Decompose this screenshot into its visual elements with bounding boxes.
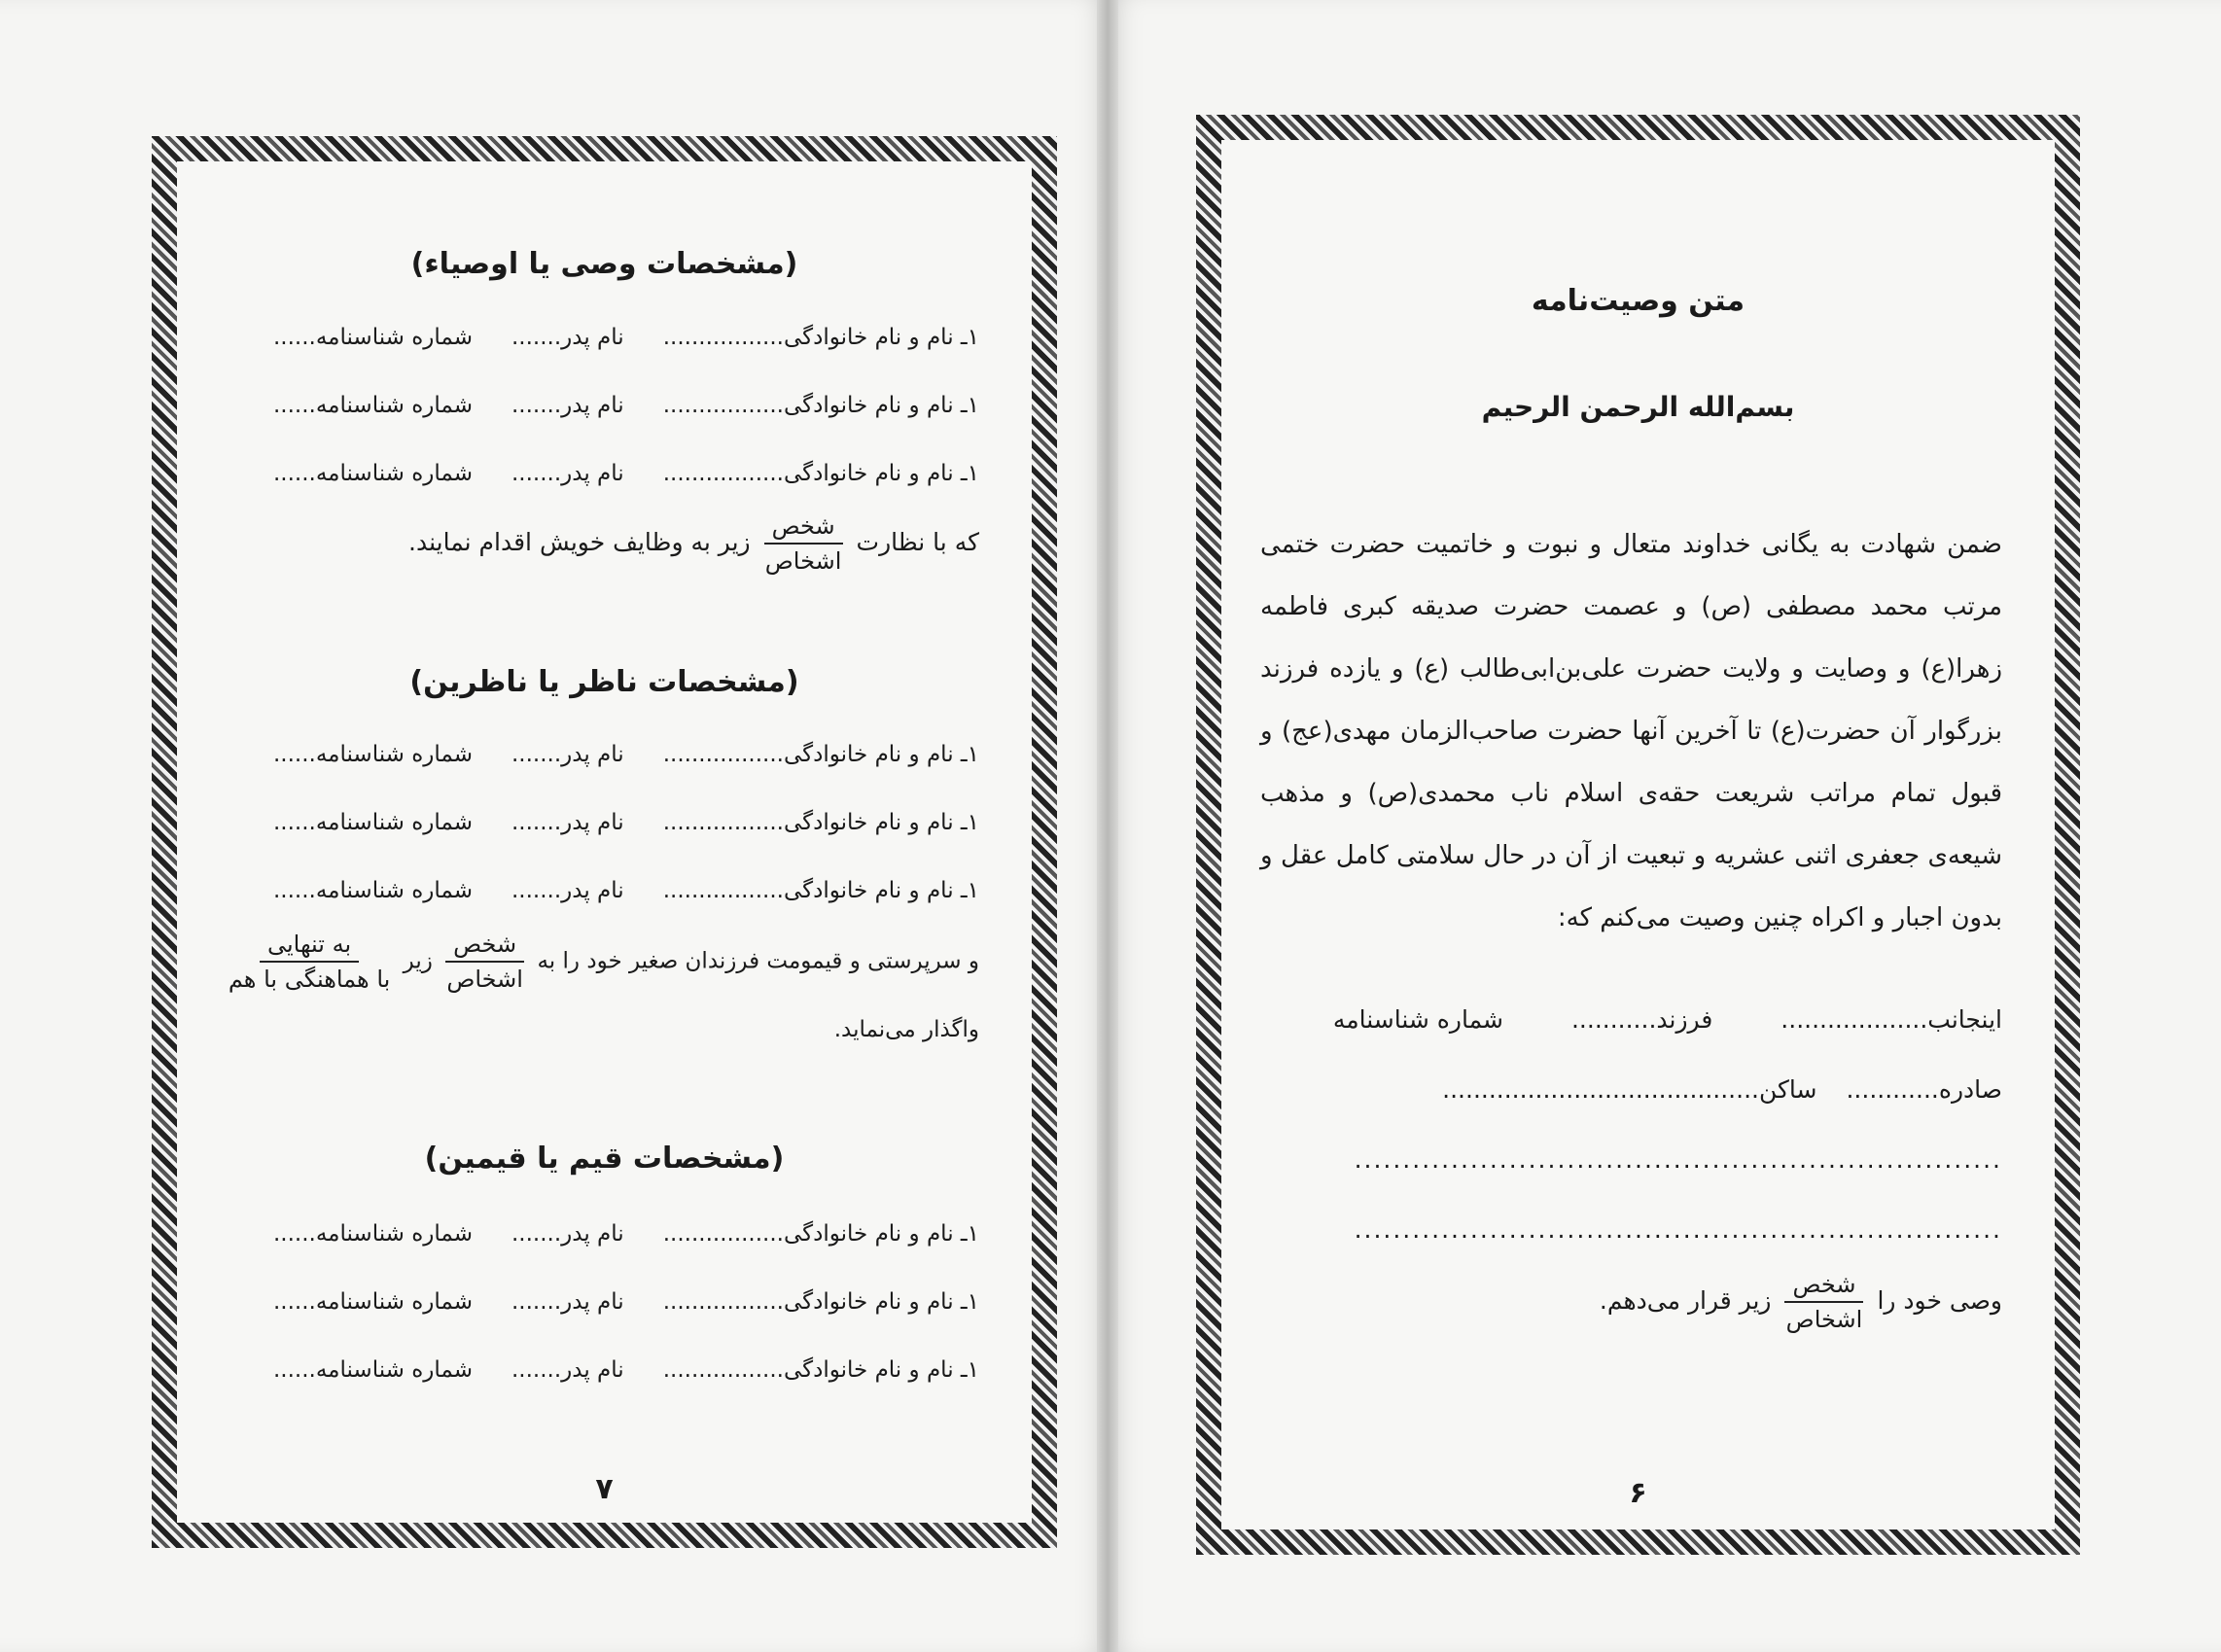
executor-sentence: [1260, 1268, 2002, 1336]
guardianship-sentence: [216, 928, 979, 996]
id-field: شماره شناسنامه......: [272, 1221, 473, 1247]
name-field: ۱ـ نام و نام خانوادگی.................: [662, 1289, 979, 1315]
id-field: شماره شناسنامه......: [272, 461, 473, 486]
father-field: نام پدر.......: [511, 393, 624, 418]
executor-after: زیر قرار می‌دهم.: [1599, 1286, 1772, 1315]
father-field: نام پدر.......: [511, 810, 624, 835]
guardianship-fraction-2: [229, 928, 391, 996]
book-gutter: [1097, 0, 1118, 1652]
fraction-top: شخص: [1784, 1268, 1863, 1303]
guardianship-end: [216, 1017, 979, 1042]
page-number: ۶: [1629, 1476, 1647, 1510]
guardianship-before: و سرپرستی و قیمومت فرزندان صغیر خود را به: [537, 948, 979, 974]
guardian-row: [216, 1221, 979, 1247]
fraction-bottom: اشخاص: [1785, 1306, 1863, 1333]
fraction-top: شخص: [445, 928, 524, 963]
name-field: ۱ـ نام و نام خانوادگی.................: [662, 325, 979, 350]
id-field: شماره شناسنامه......: [272, 1357, 473, 1383]
guardianship-mid: زیر: [403, 948, 433, 974]
dotted-line: ...................................................................: [1354, 1215, 2002, 1244]
id-field: شماره شناسنامه......: [272, 742, 473, 767]
child-of-field: فرزند...........: [1570, 1005, 1713, 1034]
name-field: ۱ـ نام و نام خانوادگی.................: [662, 810, 979, 835]
name-field: ۱ـ نام و نام خانوادگی.................: [662, 461, 979, 486]
will-title: متن وصیت‌نامه: [1531, 284, 1745, 318]
father-field: نام پدر.......: [511, 325, 624, 350]
father-field: نام پدر.......: [511, 461, 624, 486]
guardianship-after: واگذار می‌نماید.: [833, 1017, 979, 1042]
father-field: نام پدر.......: [511, 742, 624, 767]
fraction-bottom: اشخاص: [446, 966, 523, 993]
fraction-bottom: با هماهنگی با هم: [228, 966, 391, 993]
issued-line: [1260, 1075, 2002, 1104]
name-field: ۱ـ نام و نام خانوادگی.................: [662, 1221, 979, 1247]
name-field: ۱ـ نام و نام خانوادگی.................: [662, 878, 979, 903]
supervision-fraction: [764, 510, 843, 578]
fraction-top: به تنهایی: [260, 928, 359, 963]
executor-before: وصی خود را: [1877, 1286, 2002, 1315]
supervision-sentence: [216, 510, 979, 578]
name-field: ۱ـ نام و نام خانوادگی.................: [662, 742, 979, 767]
executors-heading: (مشخصات وصی یا اوصیاء): [410, 247, 798, 281]
id-number-label: شماره شناسنامه: [1332, 1005, 1503, 1034]
guardianship-fraction: [445, 928, 524, 996]
guardians-heading: (مشخصات قیم یا قیمین): [424, 1142, 785, 1176]
id-field: شماره شناسنامه......: [272, 325, 473, 350]
supervisors-heading: (مشخصات ناظر یا ناظرین): [409, 665, 799, 699]
dotted-line: ...................................................................: [1354, 1145, 2002, 1174]
id-field: شماره شناسنامه......: [272, 1289, 473, 1315]
will-body: ضمن شهادت به یگانی خداوند متعال و نبوت و خاتمیت حضرت ختمی مرتب محمد مصطفی (ص) و عصمت حضرت صدیقه کبری فاطمه زهرا(ع) و وصایت و ولایت حضرت علی‌بن‌ابی‌طالب (ع) و یازده فرزند بزرگوار آن حضرت(ع) تا آخرین آنها حضرت صاحب‌الزمان مهدی(عج) و قبول تمام مراتب شریعت حقه‌ی اسلام ناب محمدی(ص) و مذهب شیعه‌ی جعفری اثنی عشریه و تبعیت از آن در حال سلامتی کامل عقل و بدون اجبار و اکراه چنین وصیت می‌کنم که:: [1260, 530, 2002, 932]
resident-field: ساکن.........................................: [1442, 1075, 1817, 1104]
father-field: نام پدر.......: [511, 1357, 624, 1383]
supervisor-row: [216, 810, 979, 835]
name-field: ۱ـ نام و نام خانوادگی.................: [662, 1357, 979, 1383]
supervisor-row: [216, 878, 979, 903]
fraction-bottom: اشخاص: [764, 547, 842, 575]
id-field: شماره شناسنامه......: [272, 393, 473, 418]
testator-line: [1260, 1005, 2002, 1034]
basmala: بسم‌الله الرحمن الرحیم: [1481, 391, 1795, 423]
page-number: ۷: [595, 1472, 614, 1506]
id-field: شماره شناسنامه......: [272, 810, 473, 835]
executor-row: [216, 393, 979, 418]
executor-fraction: [1784, 1268, 1863, 1336]
name-field: ۱ـ نام و نام خانوادگی.................: [662, 393, 979, 418]
supervision-before: که با نظارت: [856, 528, 979, 556]
father-field: نام پدر.......: [511, 1221, 624, 1247]
guardian-row: [216, 1289, 979, 1315]
supervisor-row: [216, 742, 979, 767]
fraction-top: شخص: [764, 510, 843, 545]
executor-row: [216, 461, 979, 486]
left-page-frame: [152, 136, 1057, 1548]
executor-row: [216, 325, 979, 350]
testator-name-field: اینجانب...................: [1780, 1005, 2002, 1034]
id-field: شماره شناسنامه......: [272, 878, 473, 903]
father-field: نام پدر.......: [511, 1289, 624, 1315]
right-page-frame: [1196, 115, 2080, 1555]
issued-field: صادره............: [1846, 1075, 2002, 1104]
father-field: نام پدر.......: [511, 878, 624, 903]
supervision-after: زیر به وظایف خویش اقدام نمایند.: [408, 528, 751, 556]
guardian-row: [216, 1357, 979, 1383]
